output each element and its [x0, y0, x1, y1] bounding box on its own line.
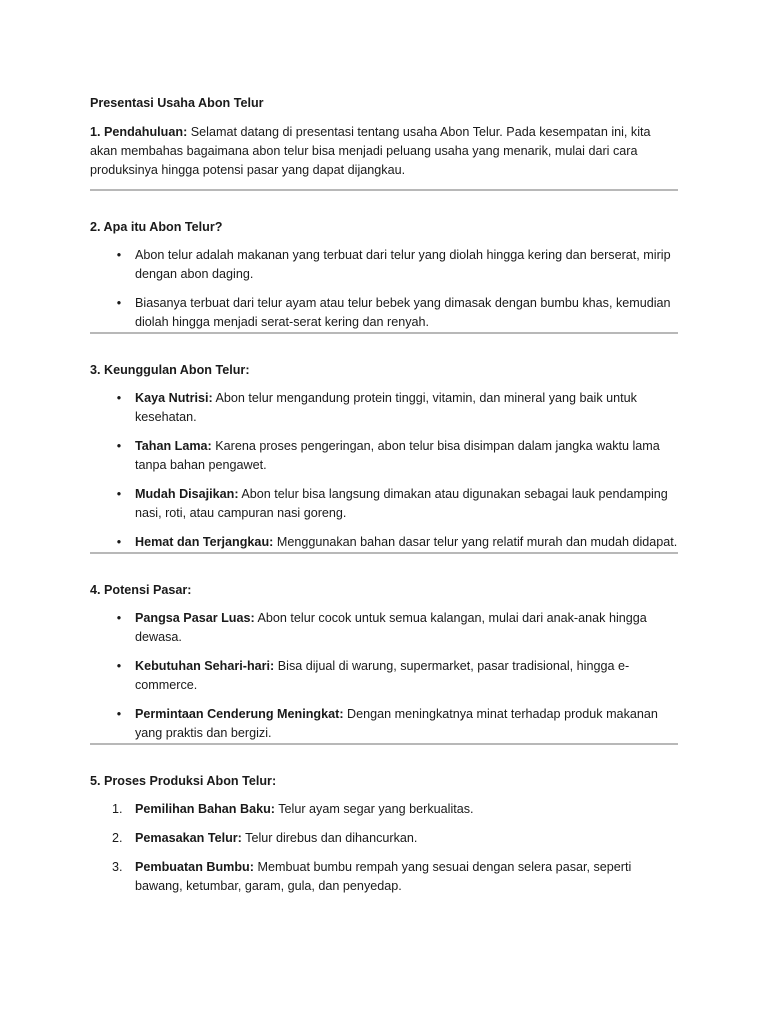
- list-item: [90, 437, 678, 475]
- bullet-icon: •: [116, 707, 122, 721]
- intro-label: 1. Pendahuluan:: [90, 125, 188, 139]
- list-item-label: Permintaan Cenderung Meningkat:: [135, 707, 344, 721]
- list-item-text: Dengan meningkatnya minat terhadap produk makanan yang praktis dan bergizi.: [135, 707, 658, 740]
- list-item: [90, 485, 678, 523]
- section-divider: [90, 332, 678, 334]
- list-item-text: Abon telur mengandung protein tinggi, vitamin, dan mineral yang baik untuk kesehatan.: [135, 391, 637, 424]
- list-item-text: Menggunakan bahan dasar telur yang relatif murah dan mudah didapat.: [273, 535, 678, 549]
- section-heading-potensi-pasar: 4. Potensi Pasar:: [90, 583, 192, 597]
- list-item-text: Bisa dijual di warung, supermarket, pasar tradisional, hingga e-commerce.: [135, 659, 630, 692]
- list-item-label: Tahan Lama:: [135, 439, 212, 453]
- list-item-number: 2.: [112, 831, 123, 845]
- list-item-label: Kebutuhan Sehari-hari:: [135, 659, 275, 673]
- list-item-text: Telur direbus dan dihancurkan.: [241, 831, 418, 845]
- bullet-icon: •: [116, 535, 122, 549]
- section-heading-keunggulan: 3. Keunggulan Abon Telur:: [90, 363, 250, 377]
- list-item: [90, 657, 678, 695]
- list-apa-itu: [90, 246, 678, 332]
- intro-text: Selamat datang di presentasi tentang usaha Abon Telur. Pada kesempatan ini, kita akan membahas bagaimana abon telur bisa menjadi peluang usaha yang menarik, mulai dari cara produksinya hingga potensi pasar yang dapat dijangkau.: [90, 125, 651, 177]
- list-keunggulan: [90, 389, 678, 552]
- list-item-text: Abon telur adalah makanan yang terbuat dari telur yang diolah hingga kering dan berserat, mirip dengan abon daging.: [135, 248, 671, 281]
- bullet-icon: •: [116, 296, 122, 310]
- list-item: [90, 829, 678, 848]
- bullet-icon: •: [116, 391, 122, 405]
- list-item-label: Pemilihan Bahan Baku:: [135, 802, 275, 816]
- list-item: [90, 858, 678, 896]
- list-item-label: Hemat dan Terjangkau:: [135, 535, 274, 549]
- list-item-text: Karena proses pengeringan, abon telur bisa disimpan dalam jangka waktu lama tanpa bahan pengawet.: [135, 439, 660, 472]
- list-item-label: Pemasakan Telur:: [135, 831, 242, 845]
- section-divider: [90, 189, 678, 191]
- intro-paragraph: [90, 123, 678, 180]
- bullet-icon: •: [116, 439, 122, 453]
- section-divider: [90, 743, 678, 745]
- bullet-icon: •: [116, 487, 122, 501]
- list-item-label: Pembuatan Bumbu:: [135, 860, 254, 874]
- section-heading-proses-produksi: 5. Proses Produksi Abon Telur:: [90, 774, 277, 788]
- list-item-label: Kaya Nutrisi:: [135, 391, 213, 405]
- list-item-label: Pangsa Pasar Luas:: [135, 611, 255, 625]
- list-item: [90, 294, 678, 332]
- section-divider: [90, 552, 678, 554]
- document-page: [90, 94, 678, 896]
- list-item: [90, 533, 678, 552]
- list-item-label: Mudah Disajikan:: [135, 487, 239, 501]
- document-title: Presentasi Usaha Abon Telur: [90, 96, 264, 110]
- list-item: [90, 800, 678, 819]
- list-potensi-pasar: [90, 609, 678, 743]
- list-proses-produksi: [90, 800, 678, 896]
- bullet-icon: •: [116, 248, 122, 262]
- list-item-text: Abon telur bisa langsung dimakan atau digunakan sebagai lauk pendamping nasi, roti, atau campuran nasi goreng.: [135, 487, 668, 520]
- list-item-number: 1.: [112, 802, 123, 816]
- list-item-text: Membuat bumbu rempah yang sesuai dengan selera pasar, seperti bawang, ketumbar, garam, gula, dan penyedap.: [135, 860, 632, 893]
- list-item-text: Telur ayam segar yang berkualitas.: [274, 802, 474, 816]
- list-item: [90, 246, 678, 284]
- bullet-icon: •: [116, 611, 122, 625]
- list-item: [90, 609, 678, 647]
- section-heading-apa-itu: 2. Apa itu Abon Telur?: [90, 220, 223, 234]
- list-item: [90, 705, 678, 743]
- list-item-text: Biasanya terbuat dari telur ayam atau telur bebek yang dimasak dengan bumbu khas, kemudian diolah hingga menjadi serat-serat kering dan renyah.: [135, 296, 671, 329]
- list-item-text: Abon telur cocok untuk semua kalangan, mulai dari anak-anak hingga dewasa.: [135, 611, 647, 644]
- list-item-number: 3.: [112, 860, 123, 874]
- bullet-icon: •: [116, 659, 122, 673]
- intro-section: [90, 123, 678, 180]
- list-item: [90, 389, 678, 427]
